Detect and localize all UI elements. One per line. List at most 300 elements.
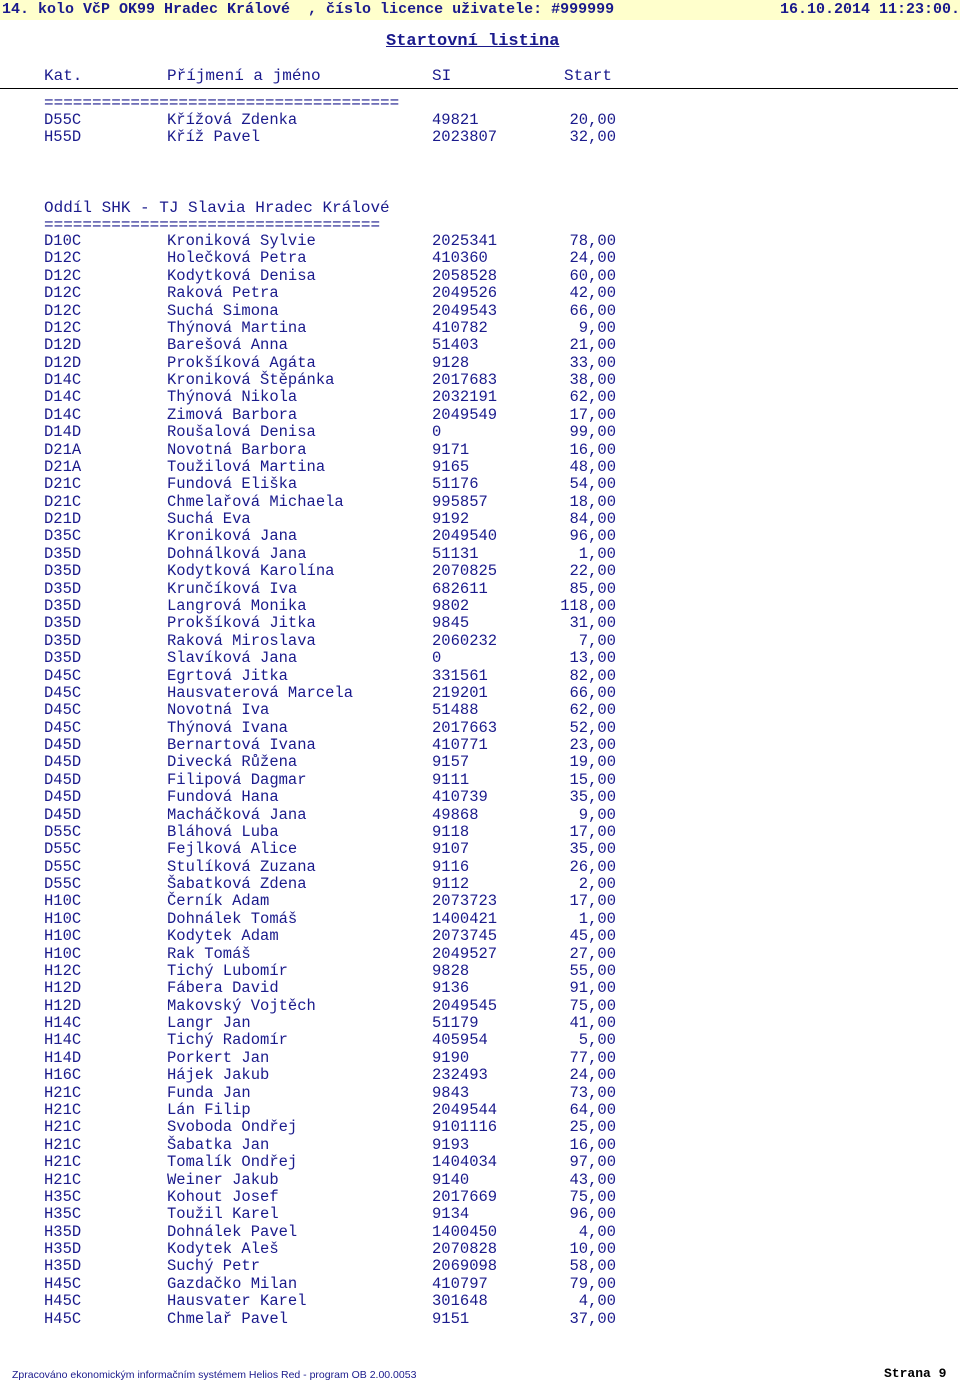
row-start: 24,00	[569, 249, 616, 268]
row-start: 96,00	[569, 1205, 616, 1224]
table-row	[0, 754, 960, 771]
row-category: D12C	[44, 301, 82, 320]
row-si: 2070825	[432, 562, 498, 581]
row-start: 79,00	[569, 1274, 616, 1293]
row-category: H10C	[44, 927, 82, 946]
row-name: Šabatka Jan	[167, 1135, 270, 1154]
row-start: 97,00	[569, 1153, 616, 1172]
header-divider	[0, 88, 958, 89]
table-row	[0, 546, 960, 563]
row-category: D21C	[44, 475, 82, 494]
table-row	[0, 1154, 960, 1171]
row-name: Suchý Petr	[167, 1257, 261, 1276]
row-si: 9118	[432, 822, 470, 841]
table-row	[0, 112, 960, 129]
row-start: 91,00	[569, 979, 616, 998]
row-si: 2049526	[432, 284, 498, 303]
row-si: 9165	[432, 457, 470, 476]
row-start: 25,00	[569, 1118, 616, 1137]
row-si: 2069098	[432, 1257, 498, 1276]
table-row	[0, 1172, 960, 1189]
table-row	[0, 615, 960, 632]
table-row	[0, 494, 960, 511]
row-start: 66,00	[569, 301, 616, 320]
table-row	[0, 1119, 960, 1136]
row-category: D55C	[44, 822, 82, 841]
row-name: Hájek Jakub	[167, 1066, 270, 1085]
row-si: 9116	[432, 857, 470, 876]
table-row	[0, 1050, 960, 1067]
row-category: D45D	[44, 753, 82, 772]
table-row	[0, 963, 960, 980]
row-name: Šabatková Zdena	[167, 875, 307, 894]
row-name: Křížová Zdenka	[167, 111, 298, 129]
row-start: 64,00	[569, 1101, 616, 1119]
table-row	[0, 129, 960, 146]
row-start: 73,00	[569, 1083, 616, 1102]
row-name: Kříž Pavel	[167, 128, 261, 147]
table-row	[0, 824, 960, 841]
row-si: 9828	[432, 961, 470, 980]
row-si: 301648	[432, 1292, 488, 1311]
table-row	[0, 893, 960, 910]
table-row	[0, 250, 960, 267]
row-category: D35D	[44, 596, 82, 615]
table-row	[0, 1276, 960, 1293]
table-row	[0, 928, 960, 945]
row-start: 85,00	[569, 579, 616, 598]
row-start: 33,00	[569, 353, 616, 372]
row-category: D35D	[44, 631, 82, 650]
row-start: 82,00	[569, 666, 616, 685]
row-start: 4,00	[578, 1292, 616, 1311]
row-name: Bernartová Ivana	[167, 736, 316, 755]
table-row	[0, 389, 960, 406]
table-row	[0, 1015, 960, 1032]
row-start: 9,00	[578, 805, 616, 824]
row-start: 16,00	[569, 1135, 616, 1154]
row-category: D14C	[44, 371, 82, 390]
row-category: D12D	[44, 336, 82, 355]
row-category: D45D	[44, 736, 82, 755]
row-si: 2073745	[432, 927, 498, 946]
row-name: Filipová Dagmar	[167, 770, 307, 789]
row-start: 13,00	[569, 649, 616, 668]
table-row	[0, 303, 960, 320]
table-row	[0, 789, 960, 806]
table-row	[0, 285, 960, 302]
table-row	[0, 772, 960, 789]
row-category: D14C	[44, 388, 82, 407]
row-category: D21A	[44, 440, 82, 459]
row-si: 2017669	[432, 1187, 498, 1206]
row-si: 2058528	[432, 266, 498, 285]
row-si: 9192	[432, 510, 470, 529]
table-row	[0, 980, 960, 997]
row-category: D55C	[44, 857, 82, 876]
row-category: D12D	[44, 353, 82, 372]
row-category: H21C	[44, 1170, 82, 1189]
row-start: 99,00	[569, 423, 616, 442]
row-start: 17,00	[569, 892, 616, 911]
row-name: Raková Petra	[167, 284, 279, 303]
row-start: 18,00	[569, 492, 616, 511]
table-row	[0, 911, 960, 928]
row-category: H21C	[44, 1083, 82, 1102]
row-category: H21C	[44, 1118, 82, 1137]
row-si: 2025341	[432, 232, 498, 250]
row-start: 15,00	[569, 770, 616, 789]
row-category: H45C	[44, 1274, 82, 1293]
table-row	[0, 633, 960, 650]
row-si: 9112	[432, 875, 470, 894]
row-name: Kodytek Adam	[167, 927, 279, 946]
row-si: 2049545	[432, 996, 498, 1015]
report-header-title: 14. kolo VčP OK99 Hradec Králové , číslo licence uživatele: #999999	[2, 1, 615, 18]
row-name: Tichý Radomír	[167, 1031, 288, 1050]
row-start: 23,00	[569, 736, 616, 755]
table-row	[0, 337, 960, 354]
footer-page-number: Strana 9	[884, 1366, 947, 1381]
table-row	[0, 946, 960, 963]
row-category: D45C	[44, 701, 82, 720]
table-row	[0, 859, 960, 876]
table-row	[0, 1137, 960, 1154]
row-si: 51179	[432, 1014, 479, 1033]
row-name: Svoboda Ondřej	[167, 1118, 298, 1137]
row-category: H21C	[44, 1135, 82, 1154]
row-start: 7,00	[578, 631, 616, 650]
row-category: H45C	[44, 1292, 82, 1311]
row-si: 49821	[432, 111, 479, 129]
footer-system-note: Zpracováno ekonomickým informačním systémem Helios Red - program OB 2.00.0053	[12, 1369, 417, 1381]
row-name: Stulíková Zuzana	[167, 857, 316, 876]
table-row	[0, 1293, 960, 1310]
table-row	[0, 355, 960, 372]
row-category: H35D	[44, 1222, 82, 1241]
row-start: 26,00	[569, 857, 616, 876]
row-name: Fundová Hana	[167, 788, 279, 807]
row-start: 1,00	[578, 909, 616, 928]
row-start: 4,00	[578, 1222, 616, 1241]
row-si: 9140	[432, 1170, 470, 1189]
row-start: 75,00	[569, 996, 616, 1015]
row-category: D12C	[44, 284, 82, 303]
row-name: Suchá Simona	[167, 301, 279, 320]
row-si: 219201	[432, 683, 488, 702]
row-name: Tichý Lubomír	[167, 961, 288, 980]
row-start: 52,00	[569, 718, 616, 737]
table-row	[0, 876, 960, 893]
row-category: H14C	[44, 1031, 82, 1050]
row-name: Macháčková Jana	[167, 805, 307, 824]
row-si: 1400421	[432, 909, 498, 928]
row-name: Fábera David	[167, 979, 279, 998]
row-category: H35C	[44, 1187, 82, 1206]
row-name: Funda Jan	[167, 1083, 251, 1102]
row-start: 9,00	[578, 318, 616, 337]
row-name: Krunčíková Iva	[167, 579, 298, 598]
row-start: 66,00	[569, 683, 616, 702]
row-name: Toužil Karel	[167, 1205, 279, 1224]
row-start: 62,00	[569, 701, 616, 720]
row-name: Kodytek Aleš	[167, 1240, 279, 1259]
row-name: Weiner Jakub	[167, 1170, 279, 1189]
row-category: H45C	[44, 1309, 82, 1328]
row-start: 17,00	[569, 822, 616, 841]
row-start: 19,00	[569, 753, 616, 772]
row-name: Porkert Jan	[167, 1048, 270, 1067]
table-row	[0, 424, 960, 441]
row-name: Roušalová Denisa	[167, 423, 316, 442]
row-category: D45D	[44, 788, 82, 807]
row-start: 21,00	[569, 336, 616, 355]
table-row	[0, 720, 960, 737]
row-si: 9151	[432, 1309, 470, 1328]
row-name: Dohnálek Pavel	[167, 1222, 298, 1241]
table-row	[0, 268, 960, 285]
table-row	[0, 1189, 960, 1206]
row-si: 2049544	[432, 1101, 498, 1119]
row-si: 0	[432, 649, 442, 668]
row-start: 37,00	[569, 1309, 616, 1328]
row-si: 2017663	[432, 718, 498, 737]
row-category: D14D	[44, 423, 82, 442]
row-si: 2049540	[432, 527, 498, 546]
table-row	[0, 598, 960, 615]
row-category: H10C	[44, 892, 82, 911]
row-si: 51131	[432, 544, 479, 563]
row-si: 0	[432, 423, 442, 442]
row-name: Prokšíková Jitka	[167, 614, 316, 633]
row-si: 9193	[432, 1135, 470, 1154]
table-row	[0, 998, 960, 1015]
row-name: Makovský Vojtěch	[167, 996, 316, 1015]
row-start: 22,00	[569, 562, 616, 581]
row-name: Dohnálek Tomáš	[167, 909, 298, 928]
table-row	[0, 459, 960, 476]
row-category: H12D	[44, 996, 82, 1015]
rule-top: =====================================	[44, 96, 400, 110]
row-start: 5,00	[578, 1031, 616, 1050]
table-row	[0, 1032, 960, 1049]
row-category: D12C	[44, 249, 82, 268]
table-row	[0, 1102, 960, 1119]
row-si: 9171	[432, 440, 470, 459]
row-name: Kroniková Štěpánka	[167, 371, 335, 390]
row-name: Kohout Josef	[167, 1187, 279, 1206]
row-category: D45C	[44, 683, 82, 702]
table-row	[0, 1224, 960, 1241]
row-name: Lán Filip	[167, 1101, 251, 1119]
row-si: 2049527	[432, 944, 498, 963]
report-header-bar	[0, 0, 960, 20]
row-si: 9101116	[432, 1118, 498, 1137]
row-category: D55C	[44, 840, 82, 859]
table-row	[0, 1085, 960, 1102]
report-header-datetime: 16.10.2014 11:23:00.	[780, 1, 960, 18]
row-name: Kroniková Sylvie	[167, 232, 316, 250]
row-name: Dohnálková Jana	[167, 544, 307, 563]
row-si: 410771	[432, 736, 488, 755]
row-category: D35C	[44, 527, 82, 546]
row-start: 20,00	[569, 111, 616, 129]
row-start: 43,00	[569, 1170, 616, 1189]
row-si: 9190	[432, 1048, 470, 1067]
row-si: 2017683	[432, 371, 498, 390]
row-si: 2032191	[432, 388, 498, 407]
row-start: 35,00	[569, 788, 616, 807]
table-row	[0, 737, 960, 754]
row-name: Gazdačko Milan	[167, 1274, 298, 1293]
table-row	[0, 702, 960, 719]
row-name: Kodytková Karolína	[167, 562, 335, 581]
row-name: Kodytková Denisa	[167, 266, 316, 285]
row-name: Tomalík Ondřej	[167, 1153, 298, 1172]
row-start: 38,00	[569, 371, 616, 390]
row-category: D10C	[44, 232, 82, 250]
row-si: 9136	[432, 979, 470, 998]
row-category: D55C	[44, 875, 82, 894]
row-category: D12C	[44, 318, 82, 337]
row-name: Slavíková Jana	[167, 649, 298, 668]
row-name: Egrtová Jitka	[167, 666, 288, 685]
row-si: 2073723	[432, 892, 498, 911]
row-name: Prokšíková Agáta	[167, 353, 316, 372]
table-row	[0, 1067, 960, 1084]
row-start: 78,00	[569, 232, 616, 250]
row-name: Raková Miroslava	[167, 631, 316, 650]
column-header-start: Start	[564, 67, 613, 85]
row-name: Langr Jan	[167, 1014, 251, 1033]
column-header-name: Příjmení a jméno	[167, 67, 321, 85]
table-row	[0, 1241, 960, 1258]
row-category: D21A	[44, 457, 82, 476]
row-name: Langrová Monika	[167, 596, 307, 615]
row-category: H14C	[44, 1014, 82, 1033]
row-start: 84,00	[569, 510, 616, 529]
table-row	[0, 1258, 960, 1275]
row-si: 9845	[432, 614, 470, 633]
row-si: 410739	[432, 788, 488, 807]
row-name: Zimová Barbora	[167, 405, 298, 424]
row-name: Černík Adam	[167, 892, 270, 911]
row-si: 682611	[432, 579, 488, 598]
table-row	[0, 407, 960, 424]
row-start: 1,00	[578, 544, 616, 563]
row-name: Hausvater Karel	[167, 1292, 307, 1311]
row-name: Thýnová Nikola	[167, 388, 298, 407]
section-title: Oddíl SHK - TJ Slavia Hradec Králové	[44, 199, 390, 217]
row-name: Novotná Iva	[167, 701, 270, 720]
row-si: 405954	[432, 1031, 488, 1050]
table-row	[0, 563, 960, 580]
table-row	[0, 528, 960, 545]
row-start: 75,00	[569, 1187, 616, 1206]
row-name: Fundová Eliška	[167, 475, 298, 494]
row-category: D45D	[44, 770, 82, 789]
row-si: 2049549	[432, 405, 498, 424]
row-start: 41,00	[569, 1014, 616, 1033]
table-row	[0, 476, 960, 493]
row-category: H16C	[44, 1066, 82, 1085]
row-start: 60,00	[569, 266, 616, 285]
row-si: 9157	[432, 753, 470, 772]
row-name: Toužilová Martina	[167, 457, 326, 476]
column-header-si: SI	[432, 67, 452, 85]
table-row	[0, 685, 960, 702]
row-start: 55,00	[569, 961, 616, 980]
row-name: Rak Tomáš	[167, 944, 251, 963]
row-start: 35,00	[569, 840, 616, 859]
row-name: Chmelař Pavel	[167, 1309, 288, 1328]
row-category: H21C	[44, 1153, 82, 1172]
row-start: 17,00	[569, 405, 616, 424]
row-si: 9128	[432, 353, 470, 372]
row-si: 51488	[432, 701, 479, 720]
table-row	[0, 233, 960, 250]
row-si: 51176	[432, 475, 479, 494]
row-category: D21C	[44, 492, 82, 511]
row-name: Barešová Anna	[167, 336, 288, 355]
row-name: Chmelařová Michaela	[167, 492, 344, 511]
row-category: D35D	[44, 649, 82, 668]
row-si: 9802	[432, 596, 470, 615]
row-category: D35D	[44, 562, 82, 581]
table-row	[0, 320, 960, 337]
row-name: Thýnová Ivana	[167, 718, 288, 737]
table-row	[0, 1311, 960, 1328]
row-category: D35D	[44, 614, 82, 633]
row-start: 48,00	[569, 457, 616, 476]
row-start: 54,00	[569, 475, 616, 494]
row-start: 58,00	[569, 1257, 616, 1276]
row-si: 2023807	[432, 128, 498, 147]
row-category: D12C	[44, 266, 82, 285]
row-si: 995857	[432, 492, 488, 511]
column-header-cat: Kat.	[44, 67, 83, 85]
row-category: H35D	[44, 1257, 82, 1276]
row-start: 96,00	[569, 527, 616, 546]
table-row	[0, 372, 960, 389]
row-start: 10,00	[569, 1240, 616, 1259]
row-si: 9111	[432, 770, 470, 789]
row-name: Bláhová Luba	[167, 822, 279, 841]
row-category: H14D	[44, 1048, 82, 1067]
row-si: 9843	[432, 1083, 470, 1102]
table-row	[0, 511, 960, 528]
row-start: 16,00	[569, 440, 616, 459]
section-rule: ===================================	[44, 218, 381, 232]
row-si: 2049543	[432, 301, 498, 320]
row-start: 31,00	[569, 614, 616, 633]
row-category: D55C	[44, 111, 82, 129]
row-start: 42,00	[569, 284, 616, 303]
row-category: D45C	[44, 718, 82, 737]
row-start: 32,00	[569, 128, 616, 147]
row-si: 410782	[432, 318, 488, 337]
row-category: D35D	[44, 544, 82, 563]
row-si: 9107	[432, 840, 470, 859]
table-row	[0, 442, 960, 459]
table-row	[0, 668, 960, 685]
row-si: 1404034	[432, 1153, 498, 1172]
table-row	[0, 650, 960, 667]
row-category: D21D	[44, 510, 82, 529]
row-si: 49868	[432, 805, 479, 824]
row-si: 410797	[432, 1274, 488, 1293]
row-start: 45,00	[569, 927, 616, 946]
